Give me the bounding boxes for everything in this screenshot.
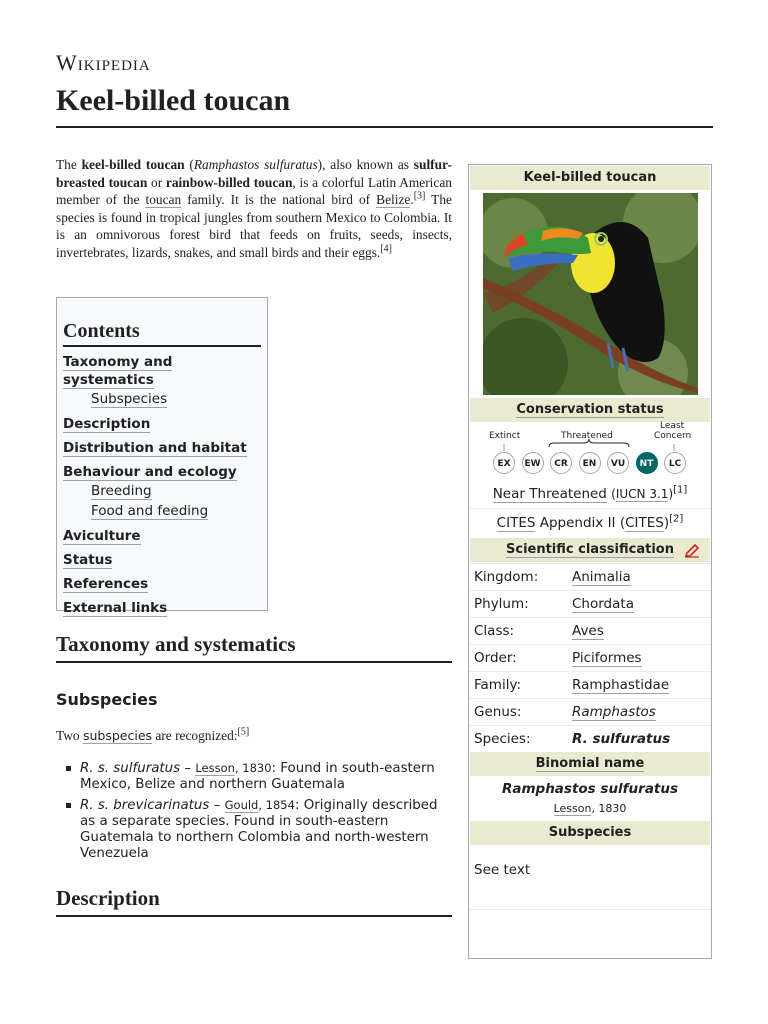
dash: – bbox=[209, 798, 225, 813]
lesson-link[interactable]: Lesson bbox=[553, 802, 592, 815]
conservation-status-text: Near Threatened (IUCN 3.1)[1] bbox=[492, 484, 688, 502]
lead-text: family. It is the national bird of bbox=[181, 192, 377, 208]
toucan-image bbox=[483, 193, 698, 395]
classification-row bbox=[469, 671, 711, 698]
table-of-contents bbox=[56, 297, 268, 616]
binomial-link[interactable]: Binomial name bbox=[535, 756, 645, 771]
subspecies-list bbox=[56, 760, 452, 866]
classification-row bbox=[469, 644, 711, 671]
author-year: , 1830 bbox=[234, 761, 272, 775]
iucn-status-ex[interactable]: EX bbox=[493, 452, 515, 474]
page-title: Keel-billed toucan bbox=[56, 84, 291, 117]
toc-subitem-label[interactable]: Food and feeding bbox=[91, 503, 209, 519]
intro-text: Two bbox=[56, 728, 83, 743]
subspecies-name: R. s. sulfuratus bbox=[80, 761, 181, 776]
toc-title: Contents bbox=[63, 320, 261, 347]
toc-item-label[interactable]: Status bbox=[63, 552, 113, 568]
classification-rank: Class: bbox=[474, 623, 515, 639]
iucn-status-nt[interactable]: NT bbox=[636, 452, 658, 474]
classification-rank: Genus: bbox=[474, 704, 522, 720]
intro-text: are recognized: bbox=[152, 728, 238, 743]
classification-value-cell bbox=[572, 672, 669, 698]
classification-table bbox=[469, 563, 711, 752]
scientific-classification-heading bbox=[470, 538, 710, 562]
lead-text: The species is found in tropical jungles from southern Mexico to Colombia. It is an omnivorous forest bird that feeds on fruits, seeds, insects, invertebrates, lizards, snakes, and small birds and their eggs. bbox=[56, 192, 452, 260]
lead-alt-name: rainbow-billed toucan bbox=[165, 174, 293, 190]
citation-ref[interactable]: [5] bbox=[237, 726, 250, 738]
classification-row bbox=[469, 725, 711, 752]
classification-value-cell bbox=[572, 699, 656, 725]
toc-item[interactable] bbox=[63, 551, 261, 569]
toc-item[interactable] bbox=[63, 353, 261, 389]
toc-group bbox=[63, 463, 261, 521]
classification-value: R. sulfuratus bbox=[572, 731, 671, 747]
cites-link[interactable]: CITES bbox=[496, 515, 536, 531]
subsection-heading-subspecies: Subspecies bbox=[56, 690, 158, 709]
lead-bold-name: keel-billed toucan bbox=[81, 157, 185, 172]
toc-item-label[interactable]: External links bbox=[63, 600, 168, 616]
toc-group bbox=[63, 599, 261, 617]
toc-group bbox=[63, 439, 261, 457]
lead-text: or bbox=[147, 174, 166, 190]
iucn-status-ew[interactable]: EW bbox=[522, 452, 544, 474]
toc-subitem[interactable] bbox=[63, 501, 261, 521]
toc-item-label[interactable]: Distribution and habitat bbox=[63, 440, 247, 456]
binomial-authority bbox=[469, 801, 711, 817]
author-link[interactable]: Lesson bbox=[195, 761, 235, 775]
binomial-year: , 1830 bbox=[591, 802, 627, 815]
infobox bbox=[468, 164, 712, 959]
subspecies-description: : Originally described as a separate species. Found in south-eastern Guatemala to northern Colombia and north-western Venezuela bbox=[80, 798, 438, 861]
cites-text: Appendix II ( bbox=[535, 515, 626, 531]
scale-label-concern: Concern bbox=[654, 431, 692, 441]
binomial-name-heading bbox=[470, 752, 710, 776]
classification-row bbox=[469, 590, 711, 617]
toc-group bbox=[63, 415, 261, 433]
infobox-title: Keel-billed toucan bbox=[470, 166, 710, 190]
conservation-status-heading[interactable] bbox=[470, 398, 710, 422]
subspecies-intro bbox=[56, 728, 452, 744]
toc-item[interactable] bbox=[63, 599, 261, 617]
author-year: , 1854 bbox=[258, 798, 295, 812]
scale-label-least: Least bbox=[660, 421, 685, 431]
scale-label-threatened: Threatened bbox=[561, 431, 613, 441]
classification-value-cell bbox=[572, 564, 631, 590]
classification-link[interactable]: Piciformes bbox=[572, 650, 642, 666]
toc-item[interactable] bbox=[63, 415, 261, 433]
classification-rank: Kingdom: bbox=[474, 569, 539, 585]
toc-group bbox=[63, 353, 261, 409]
title-divider bbox=[56, 126, 713, 128]
citation-ref[interactable]: [4] bbox=[380, 243, 392, 255]
toucan-link[interactable]: toucan bbox=[145, 192, 182, 208]
citation-ref[interactable]: [3] bbox=[413, 190, 426, 202]
iucn-status-lc[interactable]: LC bbox=[664, 452, 686, 474]
lead-text: ), also known as bbox=[317, 157, 414, 172]
subspecies-heading: Subspecies bbox=[470, 821, 710, 845]
cites-status bbox=[469, 508, 711, 537]
list-item bbox=[56, 760, 452, 793]
subspecies-see-text: See text bbox=[469, 859, 711, 910]
lead-text: , is a colorful Latin American member of the bbox=[56, 174, 452, 208]
belize-link[interactable]: Belize bbox=[376, 192, 411, 208]
toc-subitem-label[interactable]: Breeding bbox=[91, 483, 152, 499]
toc-group bbox=[63, 527, 261, 545]
toc-group bbox=[63, 575, 261, 593]
iucn-status-en[interactable]: EN bbox=[579, 452, 601, 474]
iucn-status-vu[interactable]: VU bbox=[607, 452, 629, 474]
near-threatened-link[interactable]: Near Threatened bbox=[492, 486, 607, 502]
classification-link[interactable]: Chordata bbox=[572, 596, 634, 612]
lead-text: ( bbox=[184, 157, 194, 172]
classification-rank: Order: bbox=[474, 650, 517, 666]
toucan-photo[interactable] bbox=[483, 193, 698, 395]
classification-value-cell bbox=[572, 726, 670, 752]
conservation-status-link[interactable]: Conservation status bbox=[516, 402, 664, 417]
iucn-scale bbox=[469, 423, 711, 483]
toc-list bbox=[63, 353, 261, 617]
classification-link[interactable]: Animalia bbox=[572, 569, 631, 585]
wikipedia-logo[interactable]: Wikipedia bbox=[56, 50, 151, 75]
classification-link[interactable]: Ramphastos bbox=[572, 704, 656, 720]
bullet-icon bbox=[66, 803, 71, 808]
classification-value-cell bbox=[572, 645, 642, 671]
classification-rank: Family: bbox=[474, 677, 522, 693]
toc-item[interactable] bbox=[63, 439, 261, 457]
classification-rank: Species: bbox=[474, 731, 531, 747]
toc-item[interactable] bbox=[63, 527, 261, 545]
subspecies-description: : Found in south-eastern Mexico, Belize and northern Guatemala bbox=[80, 761, 435, 792]
lead-text: . bbox=[410, 192, 414, 208]
classification-value-cell bbox=[572, 618, 604, 644]
cites-text: ) bbox=[663, 515, 670, 531]
toc-item[interactable] bbox=[63, 575, 261, 593]
toc-item-label[interactable]: Description bbox=[63, 416, 151, 432]
classification-row bbox=[469, 563, 711, 590]
lead-scientific-name: Ramphastos sulfuratus bbox=[193, 157, 318, 172]
toc-item-label[interactable]: References bbox=[63, 576, 149, 592]
section-heading-taxonomy: Taxonomy and systematics bbox=[56, 632, 452, 663]
iucn-link[interactable]: IUCN 3.1 bbox=[615, 487, 669, 501]
scale-label-extinct: Extinct bbox=[489, 431, 521, 441]
toc-item-label[interactable]: Taxonomy and systematics bbox=[63, 354, 173, 388]
classification-link[interactable]: Aves bbox=[572, 623, 604, 639]
iucn-status-cr[interactable]: CR bbox=[550, 452, 572, 474]
dash: – bbox=[180, 761, 196, 776]
pencil-icon[interactable] bbox=[684, 543, 700, 567]
lead-text: The bbox=[56, 157, 82, 172]
classification-row bbox=[469, 698, 711, 725]
toc-group bbox=[63, 551, 261, 569]
citation-ref[interactable]: [1] bbox=[673, 484, 688, 496]
subspecies-name: R. s. brevicarinatus bbox=[80, 798, 210, 813]
toc-subitem-label[interactable]: Subspecies bbox=[91, 391, 168, 407]
cites-link[interactable]: CITES bbox=[625, 515, 664, 531]
binomial-name: Ramphastos sulfuratus bbox=[501, 781, 679, 797]
classification-link[interactable]: Scientific classification bbox=[506, 542, 674, 557]
lead-alt-name: sulfur-breasted toucan bbox=[56, 157, 452, 190]
toc-item[interactable] bbox=[63, 463, 261, 481]
toc-subitem[interactable] bbox=[63, 389, 261, 409]
citation-ref[interactable]: [2] bbox=[669, 513, 684, 525]
toc-subitem[interactable] bbox=[63, 481, 261, 501]
classification-value-cell bbox=[572, 591, 634, 617]
list-item bbox=[56, 797, 452, 862]
lead-paragraph bbox=[56, 156, 452, 262]
toc-item-label[interactable]: Aviculture bbox=[63, 528, 141, 544]
bullet-icon bbox=[66, 766, 71, 771]
section-heading-description: Description bbox=[56, 886, 452, 917]
author-link[interactable]: Gould bbox=[224, 798, 259, 812]
classification-rank: Phylum: bbox=[474, 596, 529, 612]
classification-row bbox=[469, 617, 711, 644]
subspecies-link[interactable]: subspecies bbox=[82, 728, 153, 743]
classification-link[interactable]: Ramphastidae bbox=[572, 677, 670, 693]
toc-item-label[interactable]: Behaviour and ecology bbox=[63, 464, 237, 480]
